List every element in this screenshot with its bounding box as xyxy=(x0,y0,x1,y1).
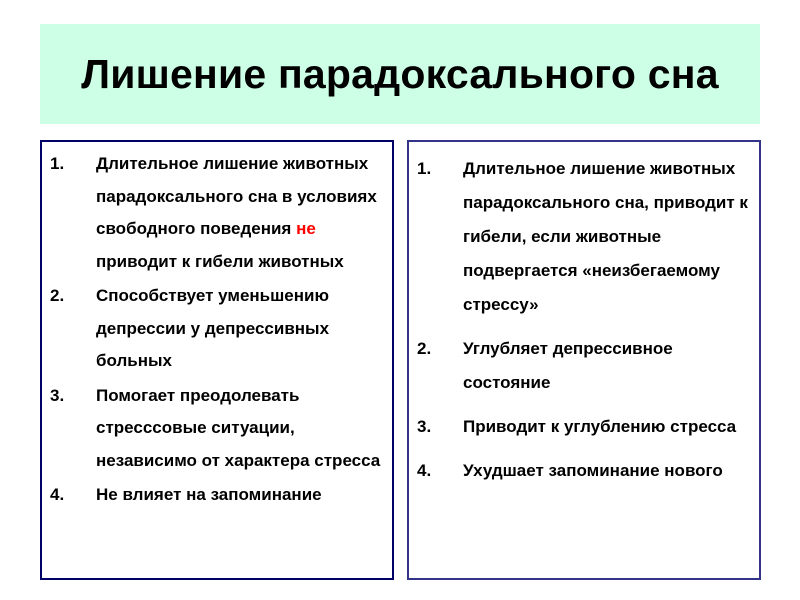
item-number: 3. xyxy=(417,417,432,436)
item-text: Длительное лишение животных парадоксального сна, приводит к гибели, если животные подвергается «неизбегаемому стрессу» xyxy=(463,159,748,314)
list-item xyxy=(50,479,384,512)
item-text: Помогает преодолевать стресссовые ситуации, независимо от характера стресса xyxy=(96,385,381,470)
item-number: 4. xyxy=(417,461,432,480)
item-number: 1. xyxy=(417,159,432,178)
item-number: 2. xyxy=(50,286,65,305)
item-number: 2. xyxy=(417,339,432,358)
right-list xyxy=(417,152,751,488)
item-text-part: Длительное лишение животных парадоксального сна в условиях свободного поведения xyxy=(96,154,377,238)
item-text: Ухудшает запоминание нового xyxy=(463,461,723,480)
list-item xyxy=(417,454,751,488)
item-number: 3. xyxy=(50,385,65,405)
title-band xyxy=(40,24,760,124)
left-list xyxy=(50,148,384,512)
list-item xyxy=(50,380,384,478)
left-column-box xyxy=(40,140,394,580)
item-text: Способствует уменьшению депрессии у депрессивных больных xyxy=(96,286,330,370)
item-text xyxy=(96,148,384,278)
item-text-part: приводит к гибели животных xyxy=(96,251,344,271)
list-item xyxy=(417,152,751,322)
list-item xyxy=(50,280,384,378)
highlight-word: не xyxy=(296,219,316,238)
list-item xyxy=(50,148,384,278)
list-item xyxy=(417,332,751,400)
item-number: 1. xyxy=(50,154,65,173)
item-text: Не влияет на запоминание xyxy=(96,485,322,504)
item-text: Приводит к углублению стресса xyxy=(463,417,737,436)
item-number: 4. xyxy=(50,485,65,504)
slide-title: Лишение парадоксального сна xyxy=(81,50,719,97)
list-item xyxy=(417,410,751,444)
right-column-box xyxy=(407,140,761,580)
item-text: Углубляет депрессивное состояние xyxy=(463,339,673,392)
